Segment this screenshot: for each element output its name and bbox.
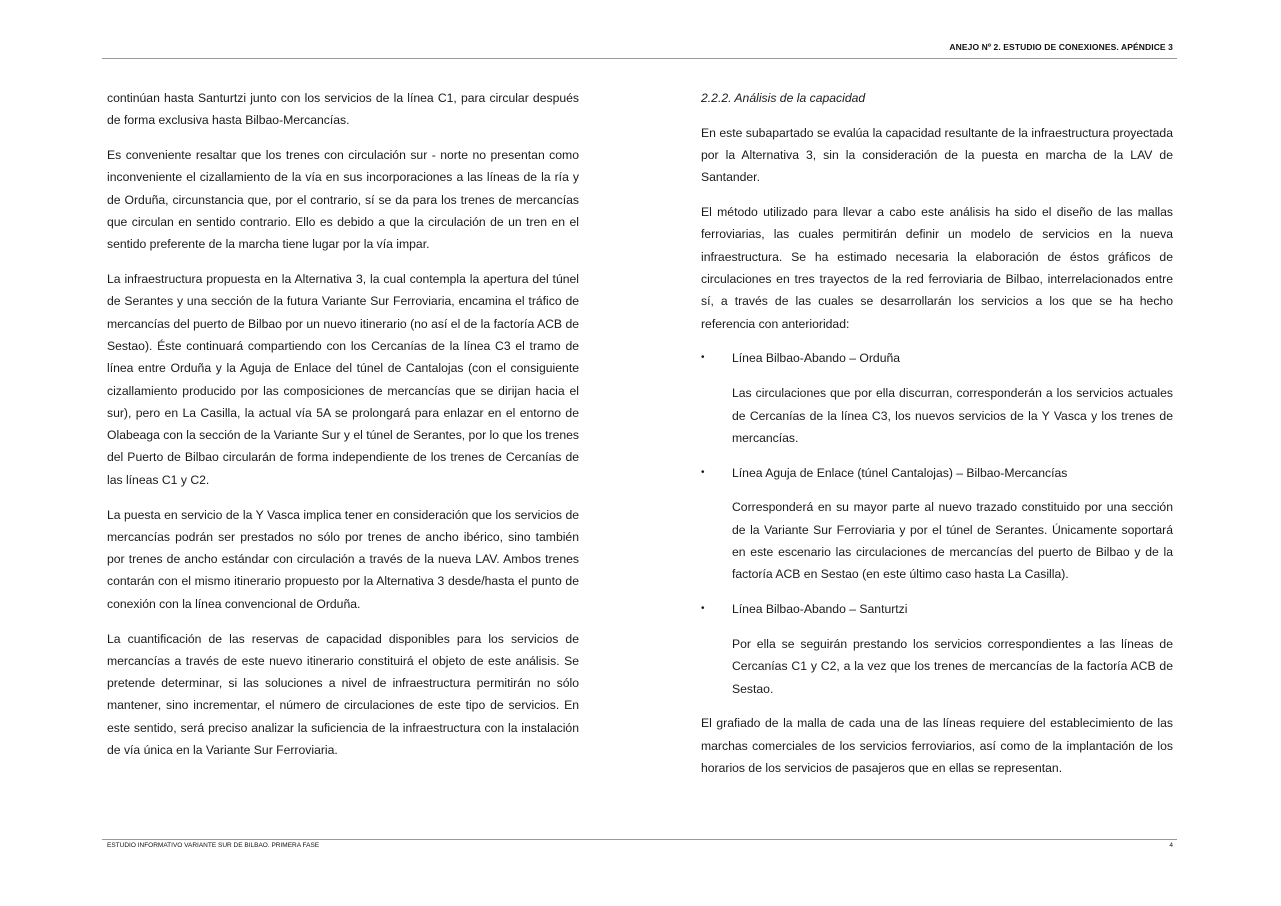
header-divider	[102, 58, 1177, 59]
header-title: ANEJO Nº 2. ESTUDIO DE CONEXIONES. APÉNDICE 3	[949, 42, 1173, 52]
paragraph: El método utilizado para llevar a cabo este análisis ha sido el diseño de las mallas ferroviarias, las cuales permitirán definir un modelo de servicios en la nueva infraestructura. Se ha estimado necesaria la elaboración de éstos gráficos de circulaciones en tres trayectos de la red ferroviaria de Bilbao, interrelacionados entre sí, a través de las cuales se desarrollarán los servicios a los que se ha hecho referencia con anterioridad:	[701, 205, 1173, 331]
bullet-title: Línea Bilbao-Abando – Orduña	[732, 351, 901, 366]
bullet-icon: •	[701, 352, 705, 364]
bullet-icon: •	[701, 603, 705, 615]
bullet-description: Por ella se seguirán prestando los servicios correspondientes a las líneas de Cercanías C1 y C2, a la vez que los trenes de mercancías de la factoría ACB de Sestao.	[732, 636, 1173, 696]
paragraph: La cuantificación de las reservas de capacidad disponibles para los servicios de mercancías a través de este nuevo itinerario constituirá el objeto de este análisis. Se pretende determinar, si las soluciones a nivel de infraestructura permitirán no sólo mantener, sino incrementar, el número de circulaciones de este tipo de servicios. En este sentido, será preciso analizar la suficiencia de la infraestructura con la instalación de vía única en la Variante Sur Ferroviaria.	[107, 631, 579, 758]
paragraph: En este subapartado se evalúa la capacidad resultante de la infraestructura proyectada por la Alternativa 3, sin la consideración de la puesta en marcha de la LAV de Santander.	[701, 125, 1173, 185]
bullet-item	[701, 347, 1173, 369]
bullet-icon: •	[701, 466, 705, 478]
paragraph: La infraestructura propuesta en la Alternativa 3, la cual contempla la apertura del túnel de Serantes y una sección de la futura Variante Sur Ferroviaria, encamina el tráfico de mercancías del puerto de Bilbao por un nuevo itinerario (no así el de la factoría ACB de Sestao). Éste continuará compartiendo con los Cercanías de la línea C3 el tramo de línea entre Orduña y la Aguja de Enlace del túnel de Cantalojas (con el consiguiente cizallamiento producido por las composiciones de mercancías que se dirijan hacia el sur), pero en La Casilla, la actual vía 5A se prolongará para enlazar en el entorno de Olabeaga con la sección de la Variante Sur y el túnel de Serantes, por lo que los trenes del Puerto de Bilbao circularán de forma independiente de los trenes de Cercanías de las líneas C1 y C2.	[107, 272, 579, 487]
right-column	[701, 87, 1173, 792]
footer-document-title: ESTUDIO INFORMATIVO VARIANTE SUR DE BILBAO. PRIMERA FASE	[107, 842, 320, 849]
closing-paragraph: El grafiado de la malla de cada una de las líneas requiere del establecimiento de las marchas comerciales de los servicios ferroviarios, así como de la implantación de los horarios de los servicios de pasajeros que en ellas se representan.	[701, 716, 1173, 775]
left-column	[107, 87, 579, 774]
footer-divider	[102, 839, 1177, 840]
bullet-item	[701, 598, 1173, 620]
bullet-description: Corresponderá en su mayor parte al nuevo trazado constituido por una sección de la Variante Sur Ferroviaria y por el túnel de Serantes. Únicamente soportará en este escenario las circulaciones de mercancías del puerto de Bilbao y de la factoría ACB en Sestao (en este último caso hasta La Casilla).	[732, 500, 1173, 582]
bullet-description: Las circulaciones que por ella discurran, corresponderán a los servicios actuales de Cercanías de la línea C3, los nuevos servicios de la Y Vasca y los trenes de mercancías.	[732, 386, 1173, 445]
bullet-item	[701, 462, 1173, 484]
bullet-title: Línea Bilbao-Abando – Santurtzi	[732, 602, 908, 617]
section-title: 2.2.2. Análisis de la capacidad	[701, 91, 866, 105]
paragraph: La puesta en servicio de la Y Vasca implica tener en consideración que los servicios de mercancías podrán ser prestados no sólo por trenes de ancho ibérico, sino también por trenes de ancho estándar con circulación a través de la nueva LAV. Ambos trenes contarán con el mismo itinerario propuesto por la Alternativa 3 desde/hasta el punto de conexión con la línea convencional de Orduña.	[107, 507, 579, 611]
page-number: 4	[1169, 842, 1173, 849]
paragraph: continúan hasta Santurtzi junto con los servicios de la línea C1, para circular después de forma exclusiva hasta Bilbao-Mercancías.	[107, 91, 579, 128]
paragraph: Es conveniente resaltar que los trenes con circulación sur - norte no presentan como inconveniente el cizallamiento de la vía en sus incorporaciones a las líneas de la ría y de Orduña, circunstancia que, por el contrario, sí se da para los trenes de mercancías que circulan en sentido contrario. Ello es debido a que la circulación de un tren en el sentido preferente de la marcha tiene lugar por la vía impar.	[107, 148, 579, 252]
bullet-title: Línea Aguja de Enlace (túnel Cantalojas) – Bilbao-Mercancías	[732, 465, 1068, 480]
